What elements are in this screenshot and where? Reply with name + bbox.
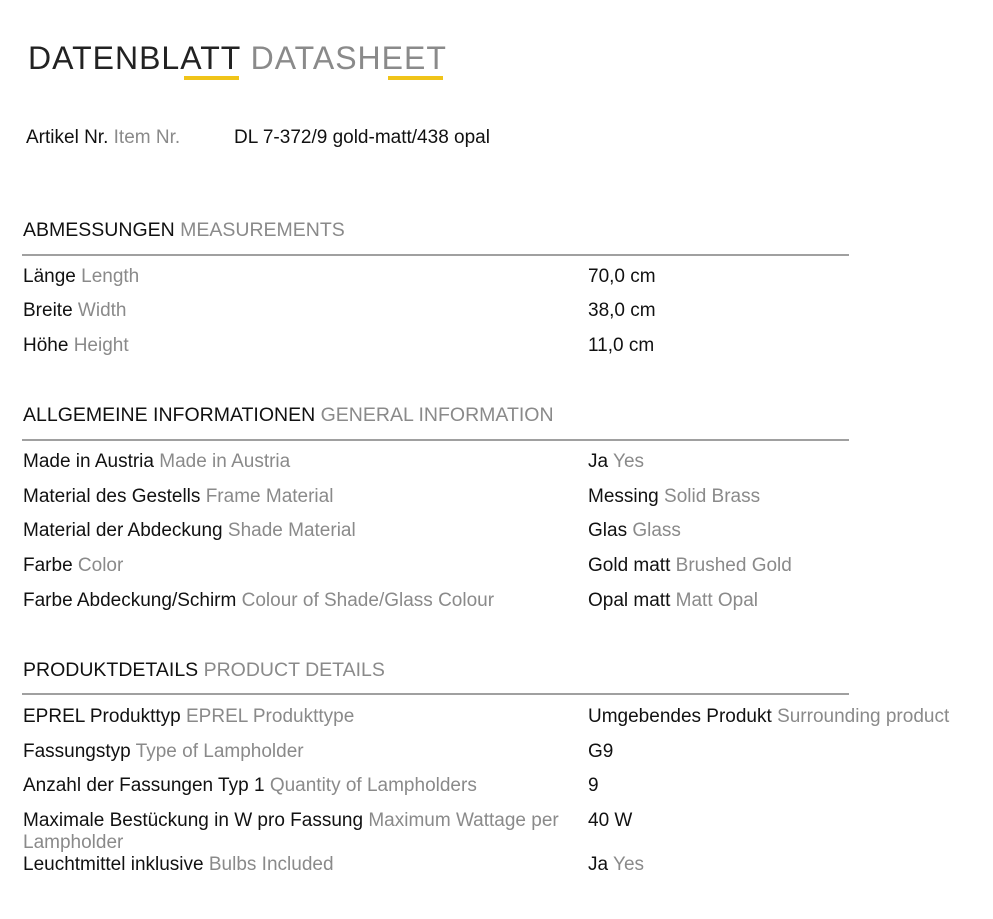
product-row-label: Fassungstyp Type of Lampholder	[23, 741, 304, 762]
general-row-label: Material der Abdeckung Shade Material	[23, 520, 356, 541]
measurement-row-label: Höhe Height	[23, 335, 129, 356]
measurement-row-label: Länge Length	[23, 266, 140, 287]
section-heading-product: PRODUKTDETAILS PRODUCT DETAILS	[23, 659, 385, 681]
product-row-value: G9	[588, 741, 614, 762]
measurement-row-value: 11,0 cm	[588, 335, 655, 356]
general-row-label: Farbe Color	[23, 555, 124, 576]
product-row-value: Ja Yes	[588, 854, 645, 875]
section-heading-measurements: ABMESSUNGEN MEASUREMENTS	[23, 219, 345, 241]
page-title	[28, 38, 447, 78]
article-value: DL 7-372/9 gold-matt/438 opal	[234, 127, 490, 148]
title-underline-right	[388, 76, 443, 80]
section-divider	[22, 693, 849, 695]
product-row-value: 40 W	[588, 810, 633, 831]
general-row-value: Glas Glass	[588, 520, 681, 541]
product-row-label: Maximale Bestückung in W pro Fassung Maximum Wattage per Lampholder	[23, 810, 559, 853]
article-label: Artikel Nr. Item Nr.	[26, 127, 181, 148]
general-row-label: Made in Austria Made in Austria	[23, 451, 291, 472]
general-row-label: Material des Gestells Frame Material	[23, 486, 334, 507]
general-row-value: Opal matt Matt Opal	[588, 590, 759, 611]
measurement-row-label: Breite Width	[23, 300, 127, 321]
product-row-label: Anzahl der Fassungen Typ 1 Quantity of Lampholders	[23, 775, 477, 796]
measurement-row-value: 70,0 cm	[588, 266, 656, 287]
general-row-value: Messing Solid Brass	[588, 486, 761, 507]
title-de: DATENBLATT	[28, 40, 241, 76]
product-row-value: 9	[588, 775, 599, 796]
section-heading-general: ALLGEMEINE INFORMATIONEN GENERAL INFORMATION	[23, 404, 554, 426]
title-underline-left	[184, 76, 239, 80]
section-divider	[22, 254, 849, 256]
general-row-value: Gold matt Brushed Gold	[588, 555, 792, 576]
general-row-label: Farbe Abdeckung/Schirm Colour of Shade/Glass Colour	[23, 590, 495, 611]
section-divider	[22, 439, 849, 441]
measurement-row-value: 38,0 cm	[588, 300, 656, 321]
product-row-label: Leuchtmittel inklusive Bulbs Included	[23, 854, 334, 875]
title-en: DATASHEET	[250, 40, 447, 76]
general-row-value: Ja Yes	[588, 451, 645, 472]
product-row-label: EPREL Produkttyp EPREL Produkttype	[23, 706, 355, 727]
product-row-value: Umgebendes Produkt Surrounding product	[588, 706, 950, 727]
